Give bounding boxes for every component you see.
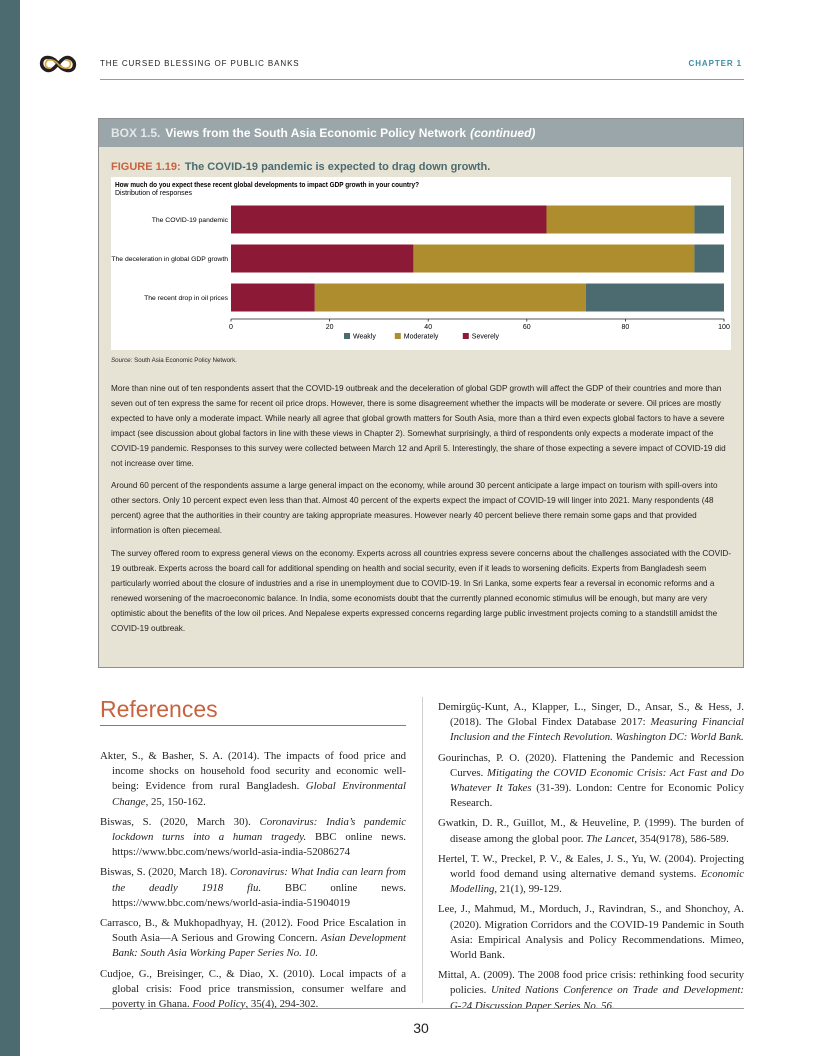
chart-panel <box>111 177 731 350</box>
x-tick-label: 40 <box>424 324 433 331</box>
category-label: The COVID-19 pandemic <box>151 217 228 224</box>
reference-text: , 25, 150-162. <box>145 795 206 808</box>
box-1-5 <box>98 118 744 668</box>
box-header <box>99 119 743 147</box>
x-tick-label: 80 <box>621 324 630 331</box>
box-continued: (continued) <box>470 126 536 140</box>
reference-text: BBC online news. https://www.bbc.com/news/world-asia-india-51904019 <box>112 881 406 909</box>
bar-moderately-2 <box>413 245 694 273</box>
legend-label: Weakly <box>353 333 376 341</box>
figure-number: FIGURE 1.19: <box>111 161 181 173</box>
reference-text: Hertel, T. W., Preckel, P. V., & Eales, J. S., Yu, W. (2004). Projecting world food demand using alternative demand systems. <box>438 852 744 881</box>
reference-text: Cudjoe, G., Breisinger, C., & Diao, X. (2010). Local impacts of a global crisis: Food price transmission, consumer welfare and poverty in Ghana. <box>100 967 406 1011</box>
legend-label: Moderately <box>403 333 439 341</box>
reference-text: , 35(4), 294-302. <box>245 998 319 1011</box>
reference-entry <box>100 815 406 861</box>
reference-text: (31-39). London: Centre for Economic Policy Research. <box>450 782 744 810</box>
figure-caption: The COVID-19 pandemic is expected to drag down growth. <box>184 161 491 173</box>
chart-subtitle: Distribution of responses <box>115 190 193 197</box>
reference-text: Lee, J., Mahmud, M., Morduch, J., Ravindran, S., and Shonchoy, A. (2020). Migration Corridors and the COVID-19 Pandemic in South Asia: Empirical Analysis and Policy Recommendations. Mimeo, World Bank. <box>438 903 744 962</box>
reference-entry <box>438 902 744 963</box>
figure-title <box>111 161 490 173</box>
reference-text: , 21(1), 99-129. <box>494 883 562 896</box>
reference-text: Biswas, S. (2020, March 30). <box>100 815 260 828</box>
legend-swatch-weakly <box>344 333 350 339</box>
reference-entry <box>100 916 406 962</box>
reference-text: BBC online news. https://www.bbc.com/news/world-asia-india-52086274 <box>112 831 407 859</box>
category-label: The deceleration in global GDP growth <box>111 256 228 263</box>
legend-swatch-moderately <box>395 333 401 339</box>
box-title: Views from the South Asia Economic Policy Network <box>165 126 467 140</box>
reference-italic-text: The Lancet <box>586 832 635 845</box>
reference-entry <box>100 749 406 810</box>
reference-italic-text: Measuring Financial Inclusion and the Fintech Revolution. Washington DC: World Bank. <box>450 716 745 744</box>
footer-rule <box>100 1008 744 1009</box>
infinity-logo-icon <box>37 52 79 76</box>
column-divider <box>422 697 423 1003</box>
bar-moderately-1 <box>547 206 695 234</box>
reference-italic-text: United Nations Conference on Trade and Development: G-24 Discussion Paper Series No. 56. <box>450 984 745 1012</box>
box-number: BOX 1.5. <box>111 126 161 140</box>
bar-moderately-3 <box>315 284 586 312</box>
reference-italic-text: Asian Development Bank: South Asia Working Paper Series No. 10. <box>112 932 406 960</box>
references-right-column <box>438 700 744 1019</box>
references-left-column <box>100 749 406 1017</box>
sidebar-band <box>0 0 20 1056</box>
reference-text: Mittal, A. (2009). The 2008 food price crisis: rethinking food security policies. <box>438 969 744 997</box>
header-rule <box>100 79 744 80</box>
bar-weakly-1 <box>694 206 724 234</box>
bar-severely-3 <box>231 284 315 312</box>
references-rule <box>100 725 406 726</box>
reference-text: Akter, S., & Basher, S. A. (2014). The impacts of food price and income shocks on household food security and economic well-being: Evidence from rural Bangladesh. <box>100 750 406 793</box>
reference-text: , 354(9178), 586-589. <box>634 832 729 845</box>
reference-italic-text: Coronavirus: What India can learn from the deadly 1918 flu. <box>112 866 406 894</box>
reference-entry <box>438 816 744 846</box>
reference-italic-text: Economic Modelling <box>450 868 744 896</box>
x-tick-label: 100 <box>718 324 730 331</box>
figure-source <box>111 357 237 364</box>
reference-italic-text: Mitigating the COVID Economic Crisis: Act Fast and Do Whatever It Takes <box>450 766 744 795</box>
reference-text: Gourinchas, P. O. (2020). Flattening the Pandemic and Recession Curves. <box>438 751 744 779</box>
box-body <box>111 382 733 645</box>
stacked-bar-chart <box>111 177 731 350</box>
page-number: 30 <box>413 1020 429 1036</box>
reference-entry <box>438 700 744 746</box>
reference-entry <box>100 967 406 1013</box>
box-paragraph: The survey offered room to express general views on the economy. Experts across all countries express severe concerns about the challenges associated with the COVID-19 outbreak. Experts across the board call for additional spending on health and social security, even if it leads to worsening deficits. Experts from Bangladesh seem particularly worried about the closure of industries and a rise in unemployment due to COVID-19. In Sri Lanka, some experts fear a reversal in economic reforms and a renewed worsening of the macroeconomic balance. In India, some economists doubt that the currently planned economic stimulus will be enough, but many are very optimistic about the benefits of the low oil prices. And Nepalese experts expressed concerns regarding large public investment projects coming to a standstill amidst the COVID-19 outbreak. <box>111 549 731 633</box>
chart-title: How much do you expect these recent global developments to impact GDP growth in your country? <box>115 182 419 189</box>
reference-text: Demirgüç-Kunt, A., Klapper, L., Singer, D., Ansar, S., & Hess, J. (2018). The Global Findex Database 2017: <box>438 701 744 729</box>
bar-weakly-2 <box>694 245 724 273</box>
source-text: South Asia Economic Policy Network. <box>134 357 237 364</box>
x-tick-label: 60 <box>522 324 531 331</box>
box-paragraph: Around 60 percent of the respondents assume a large general impact on the economy, while around 30 percent anticipate a large impact on tourism with spill-overs into other sectors. Only 10 percent expect even less than that. Almost 40 percent of the experts expect the impact of COVID-19 will linger into 2021. Many respondents (48 percent) agree that the authorities in their country are taking appropriate measures. However nearly 40 percent believe there remain some gaps and that provided information is often piecemeal. <box>111 481 718 536</box>
bar-severely-2 <box>231 245 413 273</box>
category-label: The recent drop in oil prices <box>144 295 228 302</box>
source-label: Source: <box>111 357 133 364</box>
reference-entry <box>100 865 406 911</box>
reference-text: Carrasco, B., & Mukhopadhyay, H. (2012). Food Price Escalation in South Asia—A Serious and Growing Concern. <box>100 917 406 945</box>
bar-severely-1 <box>231 206 547 234</box>
reference-entry <box>438 751 744 812</box>
x-tick-label: 20 <box>325 324 334 331</box>
legend-label: Severely <box>471 333 500 341</box>
box-paragraph: More than nine out of ten respondents assert that the COVID-19 outbreak and the deceleration of global GDP growth will affect the GDP of their countries and more than seven out of ten express the same for recent oil price drops. However, there is some disagreement whether the impacts will be moderate or severe. Oil prices are mostly expected to have only a moderate impact. While nearly all agree that global growth matters for South Asia, more than a third even expects global factors to have a severe impact (see discussion about global factors in line with these views in Chapter 2). Somewhat surprisingly, a third of respondents only expects a moderate impact of the COVID-19 pandemic. Responses to this survey were collected between March 12 and April 5. Interestingly, the share of those expecting a severe impact of COVID-19 did not increase over time. <box>111 384 726 468</box>
references-heading: References <box>100 696 218 722</box>
running-title: THE CURSED BLESSING OF PUBLIC BANKS <box>100 59 300 68</box>
chapter-label: CHAPTER 1 <box>688 59 742 68</box>
reference-text: Biswas, S. (2020, March 18). <box>100 866 230 879</box>
reference-italic-text: Food Policy <box>192 998 246 1011</box>
x-tick-label: 0 <box>229 324 233 331</box>
legend-swatch-severely <box>463 333 469 339</box>
bar-weakly-3 <box>586 284 724 312</box>
reference-italic-text: Coronavirus: India’s pandemic lockdown turns into a human tragedy. <box>112 815 406 844</box>
reference-italic-text: Global Environmental Change <box>112 780 406 808</box>
reference-entry <box>438 852 744 898</box>
reference-text: Gwatkin, D. R., Guillot, M., & Heuveline, P. (1999). The burden of disease among the global poor. <box>438 817 744 845</box>
